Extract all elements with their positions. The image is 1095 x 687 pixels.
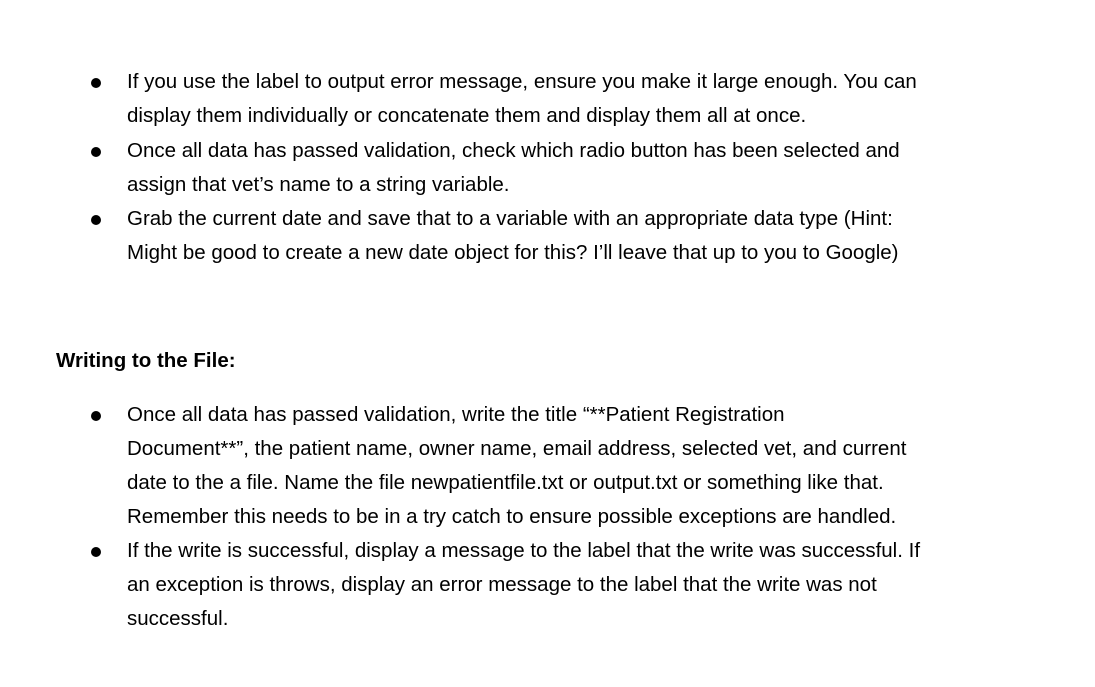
bullet-text-line: Document**”, the patient name, owner name, email address, selected vet, and current [127, 437, 907, 460]
bullet-text-line: Once all data has passed validation, write the title “**Patient Registration [127, 403, 785, 426]
bullet-icon [91, 147, 101, 157]
bullet-text-line: display them individually or concatenate them and display them all at once. [127, 104, 807, 127]
section-heading: Writing to the File: [56, 349, 236, 372]
bullet-text-line: If the write is successful, display a message to the label that the write was successful. If [127, 539, 921, 562]
bullet-text-line: Once all data has passed validation, check which radio button has been selected and [127, 139, 900, 162]
bullet-icon [91, 547, 101, 557]
bullet-text-line: Grab the current date and save that to a variable with an appropriate data type (Hint: [127, 207, 893, 230]
bullet-text-line: Remember this needs to be in a try catch to ensure possible exceptions are handled. [127, 505, 897, 528]
bullet-text-line: successful. [127, 607, 229, 630]
bullet-icon [91, 215, 101, 225]
bullet-text-line: date to the a file. Name the file newpatientfile.txt or output.txt or something like that. [127, 471, 884, 494]
bullet-icon [91, 78, 101, 88]
bullet-text-line: If you use the label to output error message, ensure you make it large enough. You can [127, 70, 917, 93]
bullet-icon [91, 411, 101, 421]
bullet-text-line: an exception is throws, display an error message to the label that the write was not [127, 573, 877, 596]
bullet-text-line: Might be good to create a new date object for this? I’ll leave that up to you to Google) [127, 241, 899, 264]
bullet-text-line: assign that vet’s name to a string variable. [127, 173, 510, 196]
